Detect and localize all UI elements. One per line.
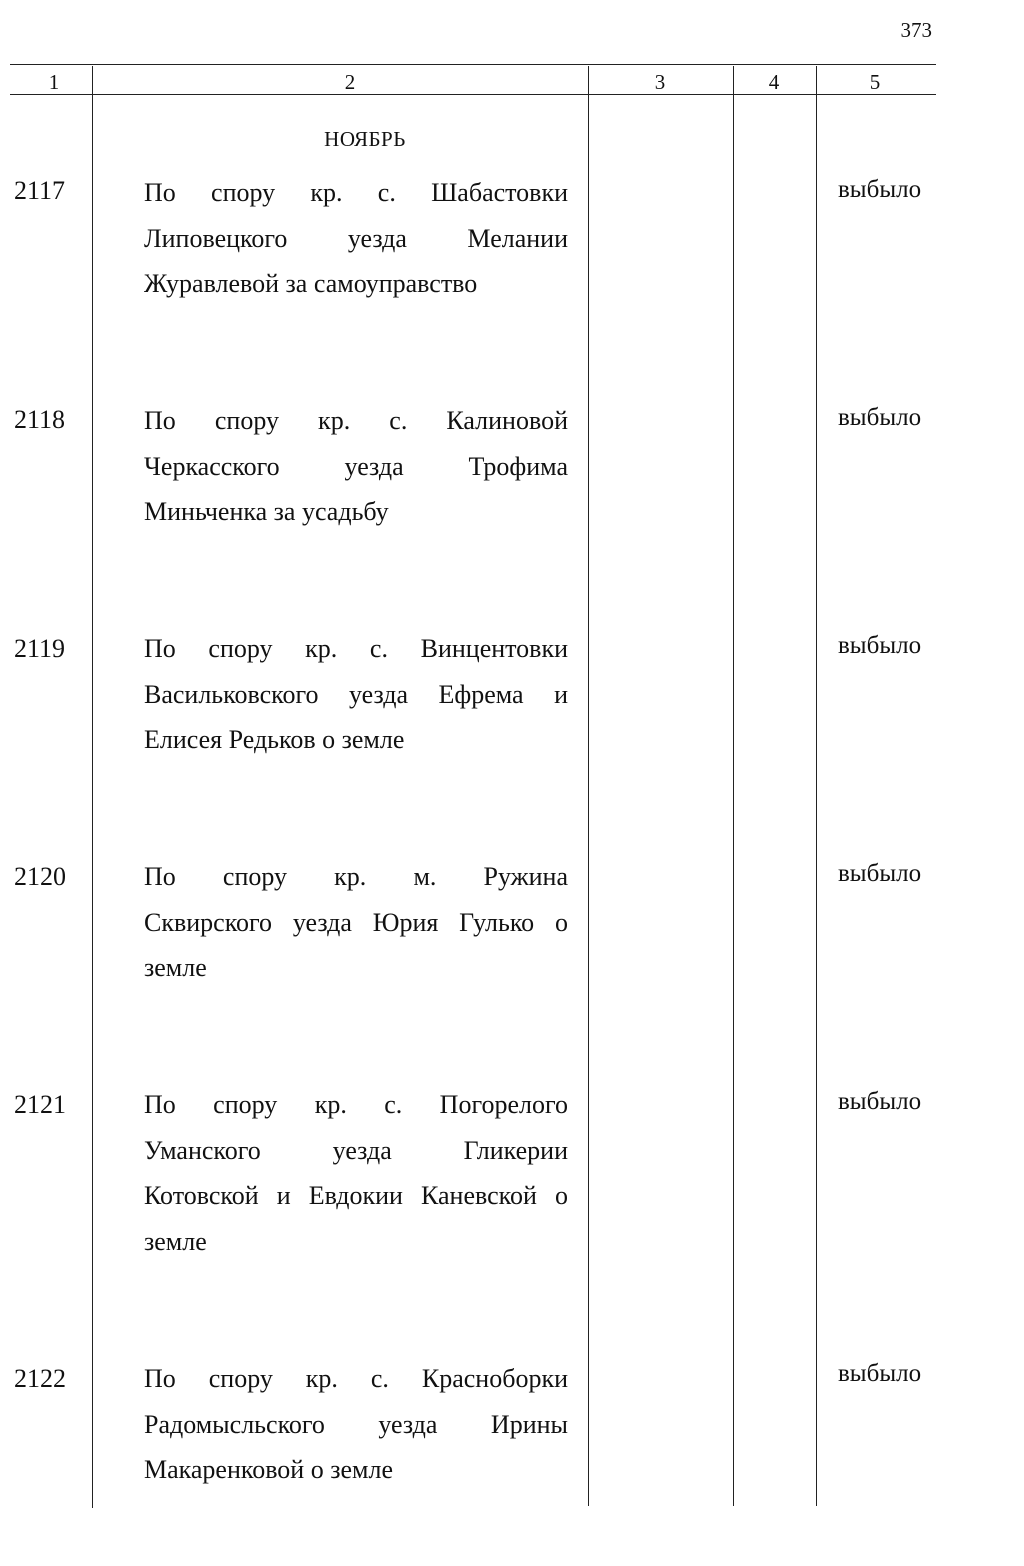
description-line: Миньченка за усадьбу bbox=[144, 497, 389, 526]
description-line: Елисея Редьков о земле bbox=[144, 725, 405, 754]
description-line: Черкасского уезда Трофима bbox=[144, 451, 568, 481]
column-header-5: 5 bbox=[869, 70, 881, 94]
entry-number: 2117 bbox=[14, 176, 66, 205]
entry-number: 2122 bbox=[14, 1364, 66, 1393]
entry-status: выбыло bbox=[838, 632, 922, 659]
entry-status: выбыло bbox=[838, 176, 922, 203]
description-line: По спору кр. с. Погорелого bbox=[144, 1090, 568, 1119]
description-line: Васильковского уезда Ефрема и bbox=[144, 679, 568, 709]
column-header-4: 4 bbox=[768, 70, 780, 94]
page-number: 373 bbox=[900, 18, 932, 42]
column-header-2: 2 bbox=[344, 70, 356, 94]
entry-description bbox=[144, 1082, 568, 1264]
description-line: земле bbox=[144, 1226, 207, 1256]
header-bottom-rule bbox=[10, 94, 936, 95]
entry-number: 2119 bbox=[14, 634, 66, 663]
entry-description bbox=[144, 170, 568, 307]
column-divider-3 bbox=[733, 66, 734, 1506]
column-divider-2 bbox=[588, 66, 589, 1506]
entry-description bbox=[144, 626, 568, 763]
entry-status: выбыло bbox=[838, 404, 922, 431]
description-line: Журавлевой за самоуправство bbox=[144, 269, 478, 298]
description-line: Сквирского уезда Юрия Гулько о bbox=[144, 907, 568, 937]
table-top-rule bbox=[10, 64, 936, 65]
entry-number: 2118 bbox=[14, 405, 66, 434]
entry-description bbox=[144, 1356, 568, 1493]
description-line: По спору кр. с. Красноборки bbox=[144, 1364, 568, 1393]
entry-description bbox=[144, 398, 568, 535]
description-line: По спору кр. м. Ружина bbox=[144, 862, 568, 891]
entry-description bbox=[144, 854, 568, 991]
description-line: Липовецкого уезда Мелании bbox=[144, 223, 568, 253]
column-header-3: 3 bbox=[654, 70, 666, 94]
description-line: По спору кр. с. Шабастовки bbox=[144, 178, 568, 207]
column-divider-4 bbox=[816, 66, 817, 1506]
column-header-1: 1 bbox=[48, 70, 60, 94]
month-heading: НОЯБРЬ bbox=[324, 127, 406, 151]
entry-number: 2121 bbox=[14, 1090, 66, 1119]
description-line: Радомысльского уезда Ирины bbox=[144, 1409, 568, 1439]
description-line: По спору кр. с. Калиновой bbox=[144, 406, 568, 435]
entry-status: выбыло bbox=[838, 1088, 922, 1115]
description-line: Макаренковой о земле bbox=[144, 1455, 393, 1484]
entry-status: выбыло bbox=[838, 860, 922, 887]
description-line: По спору кр. с. Винцентовки bbox=[144, 634, 568, 663]
entry-number: 2120 bbox=[14, 862, 66, 891]
description-line: Котовской и Евдокии Каневской о bbox=[144, 1181, 568, 1210]
entry-status: выбыло bbox=[838, 1360, 922, 1387]
description-line: Уманского уезда Гликерии bbox=[144, 1135, 568, 1165]
column-divider-1 bbox=[92, 66, 93, 1508]
description-line: земле bbox=[144, 953, 207, 982]
